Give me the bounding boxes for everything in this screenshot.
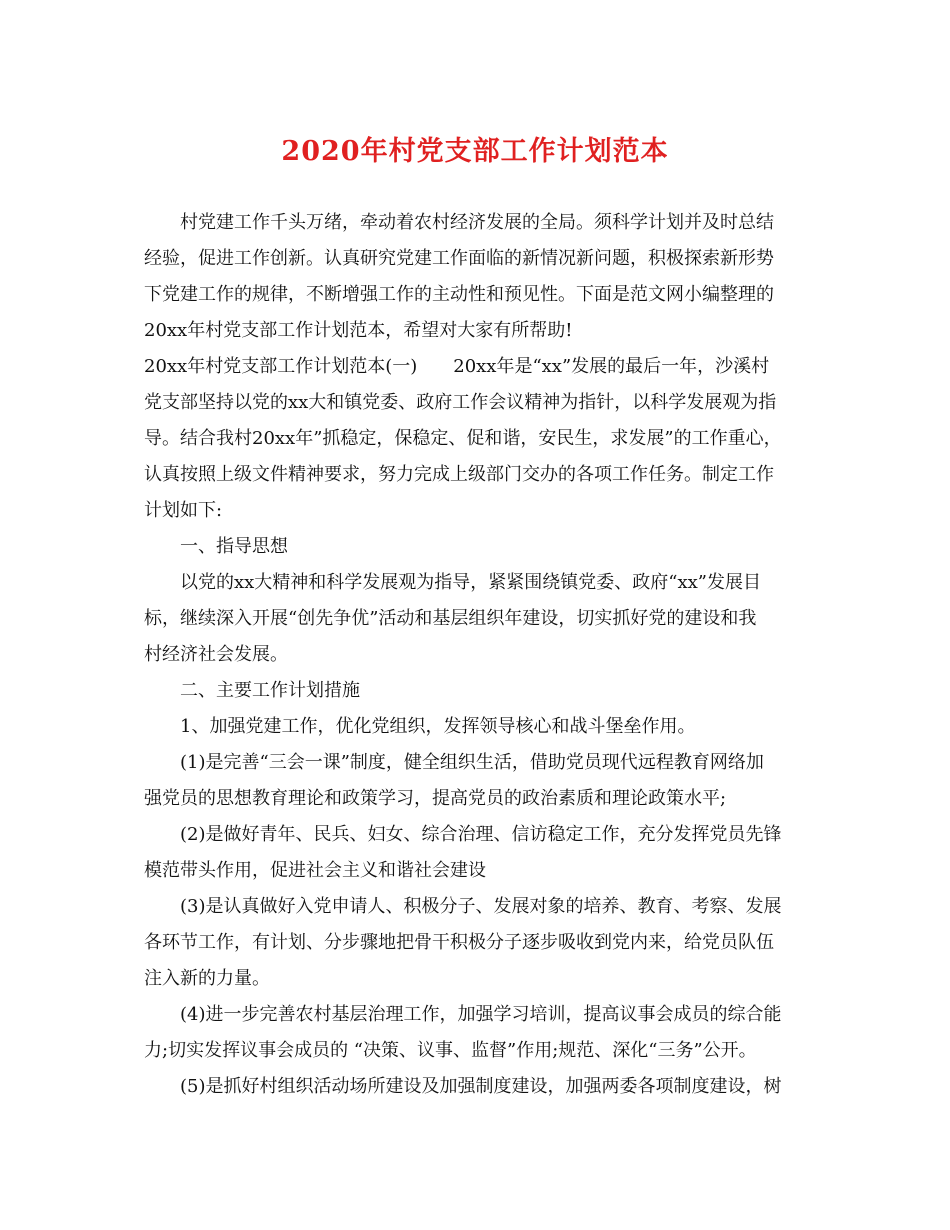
body-line: (1)是完善“三会一课”制度，健全组织生活，借助党员现代远程教育网络加 — [144, 752, 764, 773]
body-line: (3)是认真做好入党申请人、积极分子、发展对象的培养、教育、考察、发展 — [144, 896, 782, 917]
body-line: 党支部坚持以党的xx大和镇党委、政府工作会议精神为指针，以科学发展观为指 — [144, 392, 777, 413]
body-line: (4)进一步完善农村基层治理工作，加强学习培训，提高议事会成员的综合能 — [144, 1004, 782, 1025]
body-line: 认真按照上级文件精神要求，努力完成上级部门交办的各项工作任务。制定工作 — [144, 464, 774, 485]
body-line: 计划如下: — [144, 500, 223, 521]
body-line: 力;切实发挥议事会成员的 “决策、议事、监督”作用;规范、深化“三务”公开。 — [144, 1040, 757, 1061]
body-line: 下党建工作的规律，不断增强工作的主动性和预见性。下面是范文网小编整理的 — [144, 284, 774, 305]
body-line: 注入新的力量。 — [144, 968, 270, 989]
section-heading: 一、指导思想 — [144, 536, 288, 557]
body-line: 标，继续深入开展“创先争优”活动和基层组织年建设，切实抓好党的建设和我 — [144, 608, 757, 629]
body-line: (2)是做好青年、民兵、妇女、综合治理、信访稳定工作，充分发挥党员先锋 — [144, 824, 782, 845]
body-line: 以党的xx大精神和科学发展观为指导，紧紧围绕镇党委、政府“xx”发展目 — [144, 572, 762, 593]
body-line: 导。结合我村20xx年”抓稳定，保稳定、促和谐，安民生，求发展”的工作重心， — [144, 428, 782, 449]
body-line: 强党员的思想教育理论和政策学习，提高党员的政治素质和理论政策水平; — [144, 788, 727, 809]
body-line: 村党建工作千头万绪，牵动着农村经济发展的全局。须科学计划并及时总结 — [144, 212, 774, 233]
body-line: 经验，促进工作创新。认真研究党建工作面临的新情况新问题，积极探索新形势 — [144, 248, 774, 269]
page-title: 2020年村党支部工作计划范本 — [281, 136, 669, 167]
body-line: 20xx年村党支部工作计划范本，希望对大家有所帮助! — [144, 320, 573, 341]
body-line: (5)是抓好村组织活动场所建设及加强制度建设，加强两委各项制度建设，树 — [144, 1076, 782, 1097]
body-line: 村经济社会发展。 — [144, 644, 288, 665]
body-line: 1、加强党建工作，优化党组织，发挥领导核心和战斗堡垒作用。 — [144, 716, 696, 737]
body-line: 模范带头作用，促进社会主义和谐社会建设 — [144, 860, 486, 881]
body-line: 20xx年村党支部工作计划范本(一) 20xx年是“xx”发展的最后一年，沙溪村 — [144, 356, 770, 377]
section-heading: 二、主要工作计划措施 — [144, 680, 360, 701]
body-line: 各环节工作，有计划、分步骤地把骨干积极分子逐步吸收到党内来，给党员队伍 — [144, 932, 774, 953]
